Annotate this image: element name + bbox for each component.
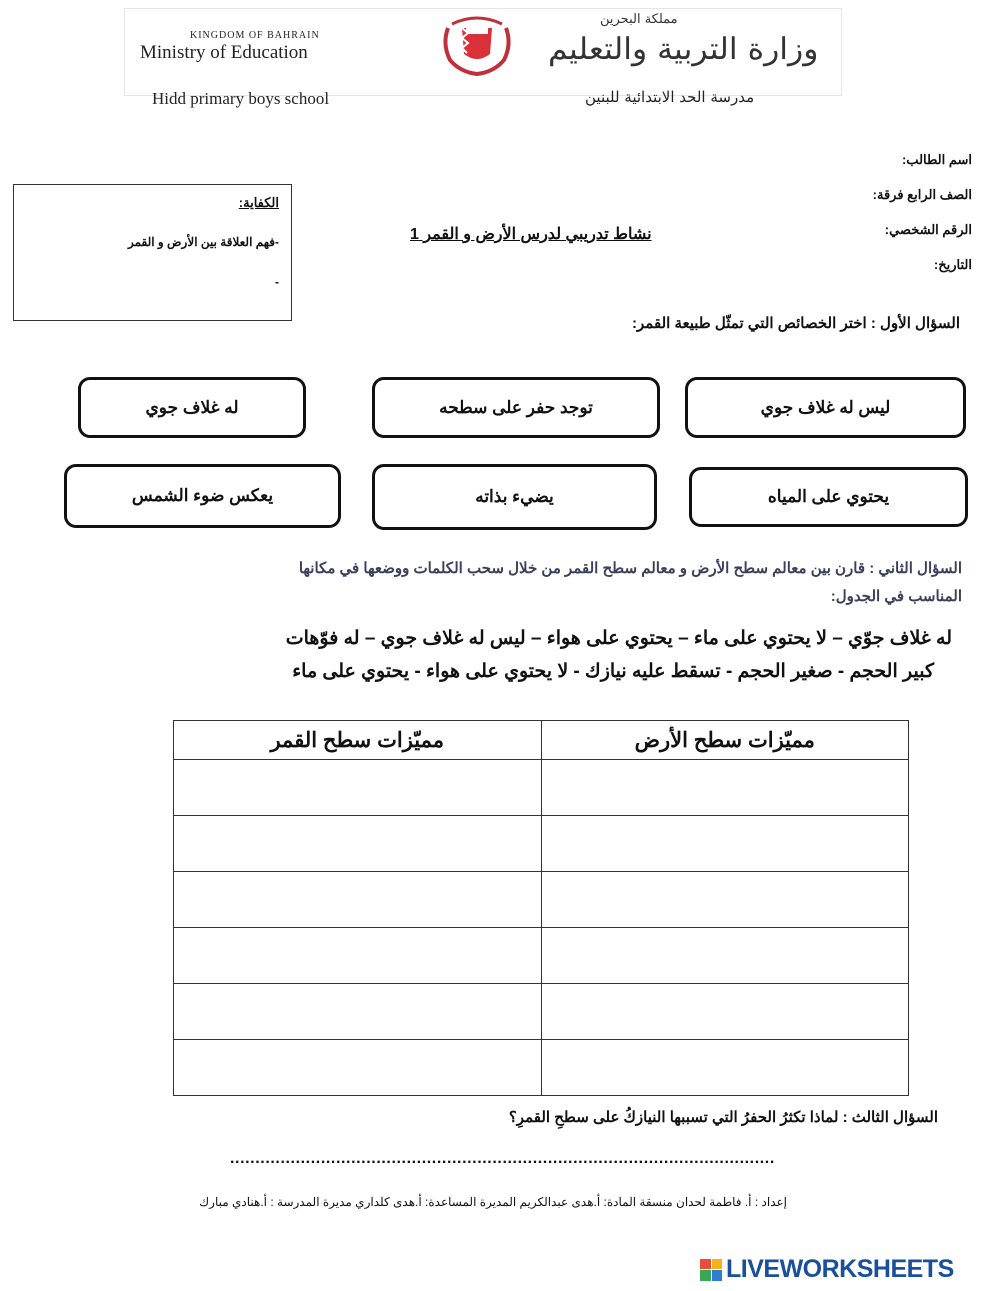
table-row <box>174 1040 909 1096</box>
choice-self-luminous[interactable]: يضيء بذاته <box>372 464 657 530</box>
class-label: الصف الرابع فرقة: <box>872 187 972 202</box>
school-name-ar: مدرسة الحد الابتدائية للبنين <box>585 88 755 106</box>
question-2-label: السؤال الثاني : <box>869 560 962 577</box>
drop-cell[interactable] <box>174 816 542 872</box>
drop-cell[interactable] <box>541 1040 909 1096</box>
choice-reflects-sunlight[interactable]: يعكس ضوء الشمس <box>64 464 341 528</box>
competency-box <box>13 184 292 321</box>
table-row <box>174 928 909 984</box>
competency-line-2: - <box>275 275 279 289</box>
kingdom-en: KINGDOM OF BAHRAIN <box>190 30 320 41</box>
drop-cell[interactable] <box>174 760 542 816</box>
table-row <box>174 872 909 928</box>
moon-features-header: مميّزات سطح القمر <box>174 721 542 760</box>
drop-cell[interactable] <box>541 760 909 816</box>
ministry-ar: وزارة التربية والتعليم <box>548 32 819 67</box>
word-bank-line-1[interactable]: له غلاف جوّي – لا يحتوي على ماء – يحتوي على هواء – ليس له غلاف جوي – له فوّهات <box>285 628 952 649</box>
question-2-prompt-line-2: المناسب في الجدول: <box>830 588 962 605</box>
student-id-label: الرقم الشخصي: <box>884 222 972 237</box>
drop-cell[interactable] <box>541 816 909 872</box>
drop-cell[interactable] <box>541 984 909 1040</box>
liveworksheets-icon <box>700 1259 722 1281</box>
choice-no-atmosphere[interactable]: ليس له غلاف جوي <box>685 377 966 438</box>
table-header-row <box>174 721 909 760</box>
earth-features-header: مميّزات سطح الأرض <box>541 721 909 760</box>
student-name-label: اسم الطالب: <box>901 152 972 167</box>
date-label: التاريخ: <box>933 257 972 272</box>
question-3-prompt: السؤال الثالث : لماذا تكثرُ الحفرُ التي تسببها النيازكُ على سطحِ القمرِ؟ <box>508 1109 938 1126</box>
question-1-prompt: السؤال الأول : اختر الخصائص التي تمثّل طبيعة القمر: <box>632 315 960 332</box>
question-2-prompt <box>162 559 962 577</box>
kingdom-ar: مملكة البحرين <box>600 12 678 27</box>
drop-cell[interactable] <box>541 872 909 928</box>
competency-title: الكفاية: <box>238 195 279 210</box>
table-row <box>174 984 909 1040</box>
choice-craters[interactable]: توجد حفر على سطحه <box>372 377 660 438</box>
credits-footer: إعداد : أ. فاطمة لحدان منسقة المادة: أ.هدى عبدالكريم المديرة المساعدة: أ.هدى كلداري مديرة المدرسة : أ.هنادي مبارك <box>199 1195 787 1209</box>
liveworksheets-logo <box>700 1255 954 1284</box>
drop-cell[interactable] <box>174 928 542 984</box>
school-name-en: Hidd primary boys school <box>152 89 330 108</box>
drop-cell[interactable] <box>174 1040 542 1096</box>
word-bank-line-2[interactable]: كبير الحجم - صغير الحجم - تسقط عليه نيازك - لا يحتوي على هواء - يحتوي على ماء <box>292 661 934 682</box>
liveworksheets-wordmark: LIVEWORKSHEETS <box>726 1255 954 1283</box>
answer-line[interactable]: ............................................................................................................ <box>230 1150 775 1167</box>
activity-title: نشاط تدريبي لدرس الأرض و القمر 1 <box>410 226 652 243</box>
bahrain-emblem-icon <box>440 14 514 76</box>
choice-contains-water[interactable]: يحتوي على المياه <box>689 467 968 527</box>
drop-cell[interactable] <box>174 984 542 1040</box>
table-row <box>174 816 909 872</box>
comparison-table <box>173 720 909 1096</box>
table-row <box>174 760 909 816</box>
question-2-text: قارن بين معالم سطح الأرض و معالم سطح القمر من خلال سحب الكلمات ووضعها في مكانها <box>298 560 866 577</box>
competency-line-1: -فهم العلاقة بين الأرض و القمر <box>127 235 279 249</box>
choice-has-atmosphere[interactable]: له غلاف جوي <box>78 377 306 438</box>
drop-cell[interactable] <box>174 872 542 928</box>
drop-cell[interactable] <box>541 928 909 984</box>
ministry-en: Ministry of Education <box>140 42 308 63</box>
